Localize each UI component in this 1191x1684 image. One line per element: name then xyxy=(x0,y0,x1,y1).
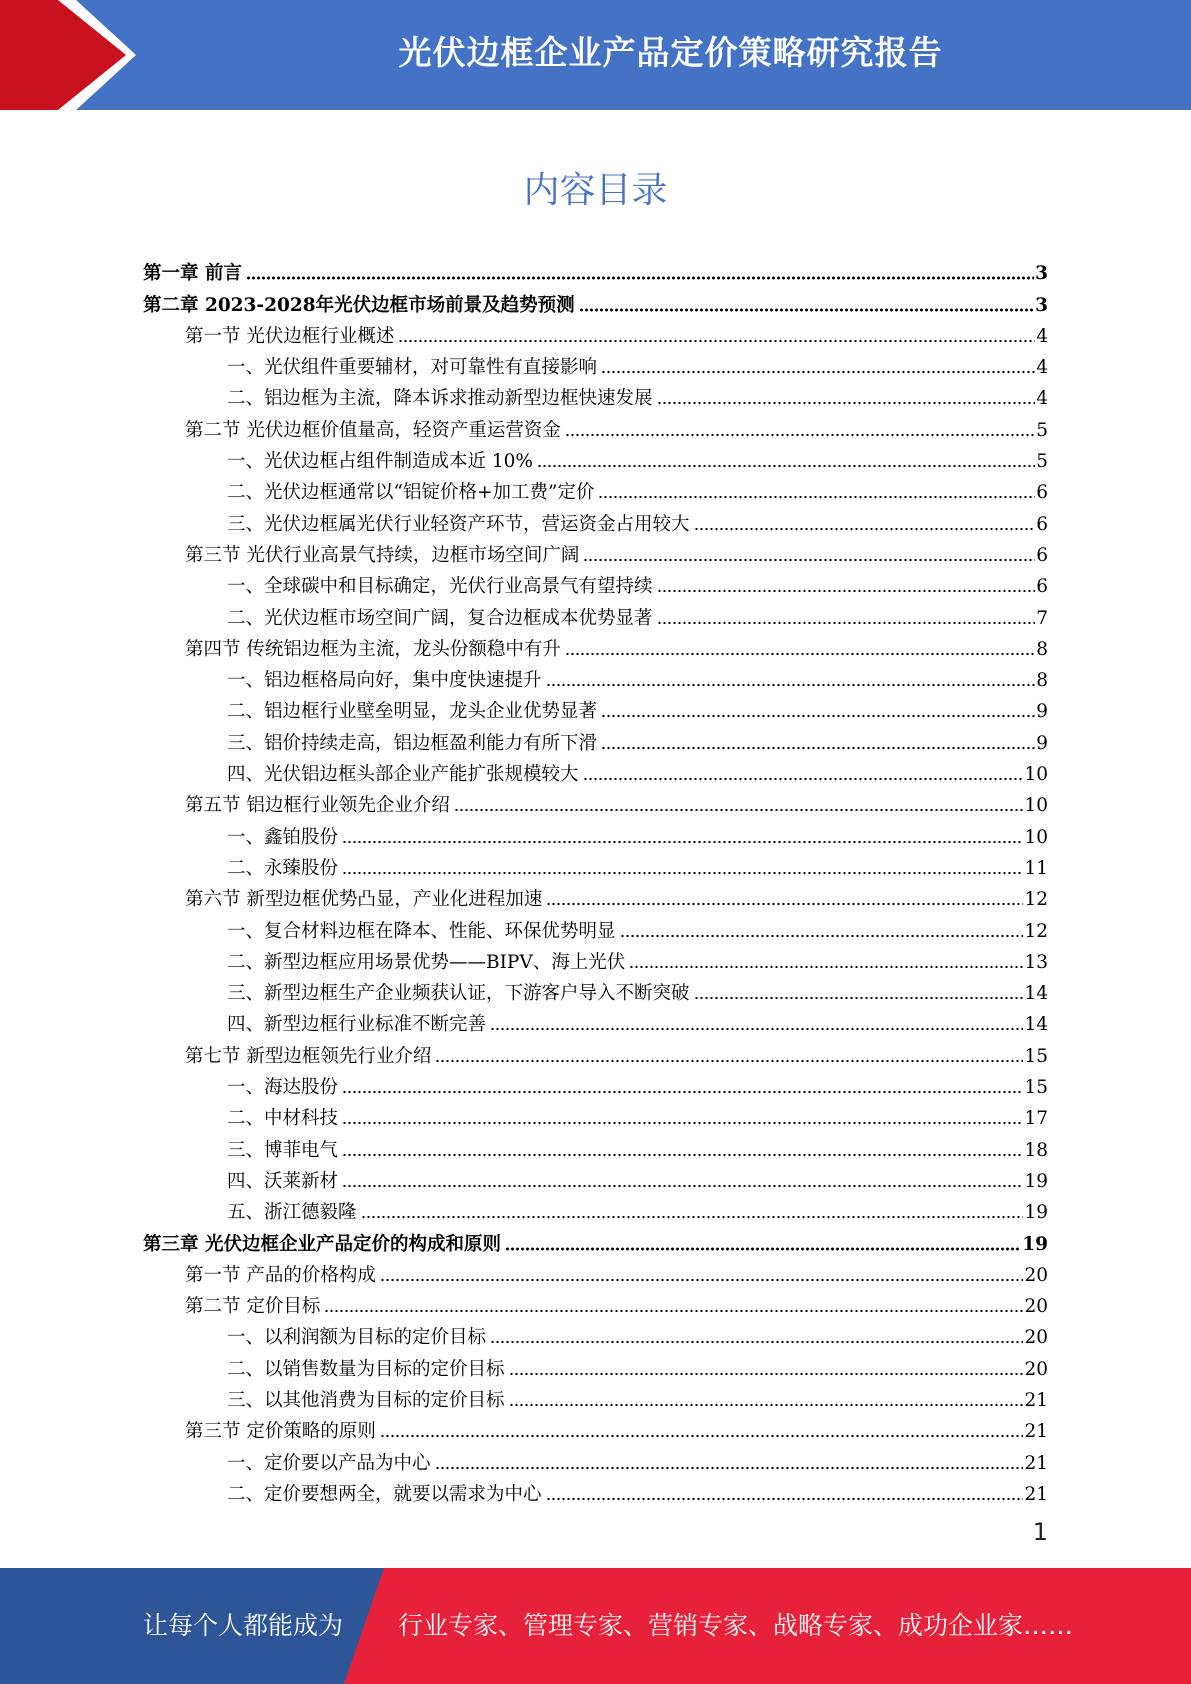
toc-leader-dots xyxy=(361,1214,1024,1220)
toc-entry[interactable] xyxy=(143,723,1048,754)
toc-entry-text: 四、新型边框行业标准不断完善 xyxy=(227,1014,487,1036)
toc-entry[interactable] xyxy=(143,1475,1048,1506)
toc-entry-text: 第二节 光伏边框价值量高，轻资产重运营资金 xyxy=(185,419,561,441)
toc-entry-text: 三、博菲电气 xyxy=(227,1139,339,1161)
toc-entry[interactable] xyxy=(143,1412,1048,1443)
toc-entry[interactable] xyxy=(143,379,1048,410)
toc-leader-dots xyxy=(342,839,1023,845)
toc-entry-page: 12 xyxy=(1024,889,1048,911)
toc-leader-dots xyxy=(342,1183,1023,1189)
toc-entry[interactable] xyxy=(143,817,1048,848)
toc-entry-text: 二、光伏边框市场空间广阔，复合边框成本优势显著 xyxy=(227,607,653,629)
toc-leader-dots xyxy=(380,1433,1024,1439)
toc-entry[interactable] xyxy=(143,692,1048,723)
toc-leader-dots xyxy=(601,369,1035,375)
toc-leader-dots xyxy=(565,432,1035,438)
toc-entry[interactable] xyxy=(143,598,1048,629)
toc-entry[interactable] xyxy=(143,442,1048,473)
page-footer xyxy=(0,1568,1191,1684)
toc-leader-dots xyxy=(246,275,1034,281)
toc-entry-page: 15 xyxy=(1024,1045,1048,1067)
toc-entry[interactable] xyxy=(143,755,1048,786)
toc-entry-text: 第一节 光伏边框行业概述 xyxy=(185,325,395,347)
toc-leader-dots xyxy=(342,1089,1023,1095)
toc-entry-page: 21 xyxy=(1024,1389,1048,1411)
toc-entry-page: 6 xyxy=(1036,482,1048,504)
toc-leader-dots xyxy=(629,964,1023,970)
toc-entry[interactable] xyxy=(143,1443,1048,1474)
toc-entry[interactable] xyxy=(143,786,1048,817)
toc-entry-page: 12 xyxy=(1024,920,1048,942)
toc-entry-page: 6 xyxy=(1036,544,1048,566)
toc-leader-dots xyxy=(537,463,1035,469)
toc-entry-text: 二、中材科技 xyxy=(227,1108,339,1130)
toc-entry[interactable] xyxy=(143,1224,1048,1255)
toc-entry-page: 7 xyxy=(1036,607,1048,629)
toc-entry-text: 二、定价要想两全，就要以需求为中心 xyxy=(227,1483,542,1505)
toc-entry[interactable] xyxy=(143,1005,1048,1036)
toc-entry-text: 一、光伏边框占组件制造成本近 10% xyxy=(227,451,534,473)
table-of-contents xyxy=(143,254,1048,1506)
toc-entry-page: 10 xyxy=(1024,826,1048,848)
toc-entry-text: 第三节 光伏行业高景气持续，边框市场空间广阔 xyxy=(185,544,580,566)
toc-leader-dots xyxy=(546,682,1036,688)
toc-entry-page: 6 xyxy=(1036,576,1048,598)
toc-entry-text: 一、鑫铂股份 xyxy=(227,826,339,848)
page-header xyxy=(0,0,1191,110)
toc-entry-text: 二、以销售数量为目标的定价目标 xyxy=(227,1358,505,1380)
toc-entry-text: 第三章 光伏边框企业产品定价的构成和原则 xyxy=(143,1233,501,1255)
toc-entry-page: 3 xyxy=(1035,263,1048,285)
toc-entry[interactable] xyxy=(143,974,1048,1005)
toc-leader-dots xyxy=(509,1371,1024,1377)
toc-entry[interactable] xyxy=(143,880,1048,911)
toc-entry[interactable] xyxy=(143,943,1048,974)
report-title: 光伏边框企业产品定价策略研究报告 xyxy=(398,33,943,72)
toc-entry[interactable] xyxy=(143,285,1048,316)
toc-entry[interactable] xyxy=(143,1068,1048,1099)
toc-entry[interactable] xyxy=(143,1193,1048,1224)
toc-entry-text: 三、以其他消费为目标的定价目标 xyxy=(227,1389,505,1411)
toc-entry[interactable] xyxy=(143,254,1048,285)
toc-entry-text: 第四节 传统铝边框为主流，龙头份额稳中有升 xyxy=(185,638,561,660)
toc-entry-page: 9 xyxy=(1036,732,1048,754)
toc-entry-page: 20 xyxy=(1024,1358,1048,1380)
toc-entry-text: 二、铝边框行业壁垒明显，龙头企业优势显著 xyxy=(227,701,598,723)
toc-leader-dots xyxy=(583,557,1035,563)
toc-entry[interactable] xyxy=(143,410,1048,441)
toc-entry-page: 4 xyxy=(1036,388,1048,410)
toc-leader-dots xyxy=(505,1246,1021,1252)
toc-entry-page: 19 xyxy=(1022,1233,1048,1255)
toc-entry-page: 20 xyxy=(1024,1327,1048,1349)
toc-leader-dots xyxy=(342,870,1023,876)
toc-entry-page: 4 xyxy=(1036,325,1048,347)
toc-leader-dots xyxy=(579,307,1035,313)
toc-entry-page: 8 xyxy=(1036,638,1048,660)
toc-leader-dots xyxy=(694,526,1036,532)
toc-entry-text: 五、浙江德毅隆 xyxy=(227,1202,357,1224)
toc-entry-page: 10 xyxy=(1024,764,1048,786)
toc-leader-dots xyxy=(657,400,1036,406)
toc-entry-text: 第二章 2023-2028年光伏边框市场前景及趋势预测 xyxy=(143,294,575,316)
toc-entry-text: 三、铝价持续走高，铝边框盈利能力有所下滑 xyxy=(227,732,598,754)
toc-entry-page: 20 xyxy=(1024,1264,1048,1286)
toc-entry-text: 第五节 铝边框行业领先企业介绍 xyxy=(185,795,450,817)
toc-entry-page: 15 xyxy=(1024,1077,1048,1099)
toc-entry-page: 20 xyxy=(1024,1296,1048,1318)
toc-entry-text: 一、铝边框格局向好，集中度快速提升 xyxy=(227,670,542,692)
toc-leader-dots xyxy=(454,807,1024,813)
toc-entry-text: 二、新型边框应用场景优势——BIPV、海上光伏 xyxy=(227,951,626,973)
toc-leader-dots xyxy=(380,1277,1024,1283)
toc-entry-page: 19 xyxy=(1024,1202,1048,1224)
toc-entry-page: 21 xyxy=(1024,1421,1048,1443)
header-chevron-icon xyxy=(0,0,150,110)
toc-leader-dots xyxy=(435,1465,1024,1471)
toc-leader-dots xyxy=(657,588,1036,594)
toc-leader-dots xyxy=(694,995,1024,1001)
toc-entry-text: 四、沃莱新材 xyxy=(227,1170,339,1192)
toc-entry-page: 11 xyxy=(1024,857,1048,879)
toc-entry-page: 5 xyxy=(1036,451,1048,473)
toc-entry[interactable] xyxy=(143,536,1048,567)
toc-leader-dots xyxy=(342,1120,1023,1126)
toc-entry-text: 第七节 新型边框领先行业介绍 xyxy=(185,1045,432,1067)
toc-entry-text: 四、光伏铝边框头部企业产能扩张规模较大 xyxy=(227,764,579,786)
toc-entry-text: 一、光伏组件重要辅材，对可靠性有直接影响 xyxy=(227,357,598,379)
toc-entry[interactable] xyxy=(143,1381,1048,1412)
toc-entry-text: 一、定价要以产品为中心 xyxy=(227,1452,431,1474)
toc-entry-text: 第六节 新型边框优势凸显，产业化进程加速 xyxy=(185,889,543,911)
toc-entry[interactable] xyxy=(143,504,1048,535)
toc-entry[interactable] xyxy=(143,1099,1048,1130)
toc-entry-text: 一、海达股份 xyxy=(227,1077,339,1099)
toc-entry-page: 19 xyxy=(1024,1170,1048,1192)
toc-leader-dots xyxy=(342,1152,1023,1158)
toc-entry[interactable] xyxy=(143,1256,1048,1287)
toc-leader-dots xyxy=(601,713,1035,719)
footer-slogan-left: 让每个人都能成为 xyxy=(143,1611,344,1640)
toc-entry[interactable] xyxy=(143,473,1048,504)
toc-entry-page: 5 xyxy=(1036,419,1048,441)
toc-entry-page: 21 xyxy=(1024,1452,1048,1474)
toc-entry-text: 一、以利润额为目标的定价目标 xyxy=(227,1327,487,1349)
toc-leader-dots xyxy=(657,620,1036,626)
toc-leader-dots xyxy=(509,1402,1024,1408)
toc-heading: 内容目录 xyxy=(523,170,668,211)
toc-entry-page: 6 xyxy=(1036,513,1048,535)
toc-leader-dots xyxy=(435,1058,1023,1064)
toc-entry-page: 14 xyxy=(1024,1014,1048,1036)
toc-entry-text: 第三节 定价策略的原则 xyxy=(185,1421,376,1443)
toc-entry-page: 17 xyxy=(1024,1108,1048,1130)
toc-entry[interactable] xyxy=(143,348,1048,379)
toc-leader-dots xyxy=(398,338,1035,344)
toc-entry[interactable] xyxy=(143,1318,1048,1349)
toc-entry[interactable] xyxy=(143,1162,1048,1193)
toc-entry-text: 二、光伏边框通常以“铝锭价格+加工费”定价 xyxy=(227,482,595,504)
toc-entry-text: 一、全球碳中和目标确定，光伏行业高景气有望持续 xyxy=(227,576,653,598)
toc-entry-page: 14 xyxy=(1024,983,1048,1005)
toc-entry[interactable] xyxy=(143,661,1048,692)
toc-entry-text: 一、复合材料边框在降本、性能、环保优势明显 xyxy=(227,920,616,942)
page-number: 1 xyxy=(1032,1518,1048,1546)
toc-entry[interactable] xyxy=(143,317,1048,348)
toc-entry-page: 9 xyxy=(1036,701,1048,723)
toc-leader-dots xyxy=(546,901,1023,907)
toc-entry-page: 3 xyxy=(1035,294,1048,316)
toc-entry[interactable] xyxy=(143,630,1048,661)
toc-entry-text: 二、铝边框为主流，降本诉求推动新型边框快速发展 xyxy=(227,388,653,410)
toc-leader-dots xyxy=(324,1308,1023,1314)
toc-entry-page: 8 xyxy=(1036,670,1048,692)
toc-entry-page: 13 xyxy=(1024,951,1048,973)
toc-entry-text: 三、新型边框生产企业频获认证，下游客户导入不断突破 xyxy=(227,983,690,1005)
toc-entry-text: 二、永臻股份 xyxy=(227,857,339,879)
toc-entry-text: 第一章 前言 xyxy=(143,263,242,285)
toc-leader-dots xyxy=(546,1496,1024,1502)
toc-entry[interactable] xyxy=(143,911,1048,942)
toc-leader-dots xyxy=(583,776,1024,782)
toc-leader-dots xyxy=(490,1339,1023,1345)
toc-entry-page: 10 xyxy=(1024,795,1048,817)
toc-entry[interactable] xyxy=(143,1130,1048,1161)
toc-entry-page: 21 xyxy=(1024,1483,1048,1505)
toc-entry-text: 第二节 定价目标 xyxy=(185,1296,321,1318)
toc-entry-page: 4 xyxy=(1036,357,1048,379)
toc-entry[interactable] xyxy=(143,567,1048,598)
toc-entry-text: 三、光伏边框属光伏行业轻资产环节，营运资金占用较大 xyxy=(227,513,690,535)
toc-entry[interactable] xyxy=(143,1349,1048,1380)
toc-leader-dots xyxy=(601,745,1035,751)
toc-leader-dots xyxy=(490,1026,1023,1032)
toc-leader-dots xyxy=(565,651,1035,657)
toc-leader-dots xyxy=(598,494,1035,500)
toc-entry[interactable] xyxy=(143,849,1048,880)
footer-slogan-right: 行业专家、管理专家、营销专家、战略专家、成功企业家…… xyxy=(398,1611,1074,1640)
toc-leader-dots xyxy=(620,933,1024,939)
toc-entry[interactable] xyxy=(143,1036,1048,1067)
toc-entry-text: 第一节 产品的价格构成 xyxy=(185,1264,376,1286)
toc-entry[interactable] xyxy=(143,1287,1048,1318)
toc-entry-page: 18 xyxy=(1024,1139,1048,1161)
